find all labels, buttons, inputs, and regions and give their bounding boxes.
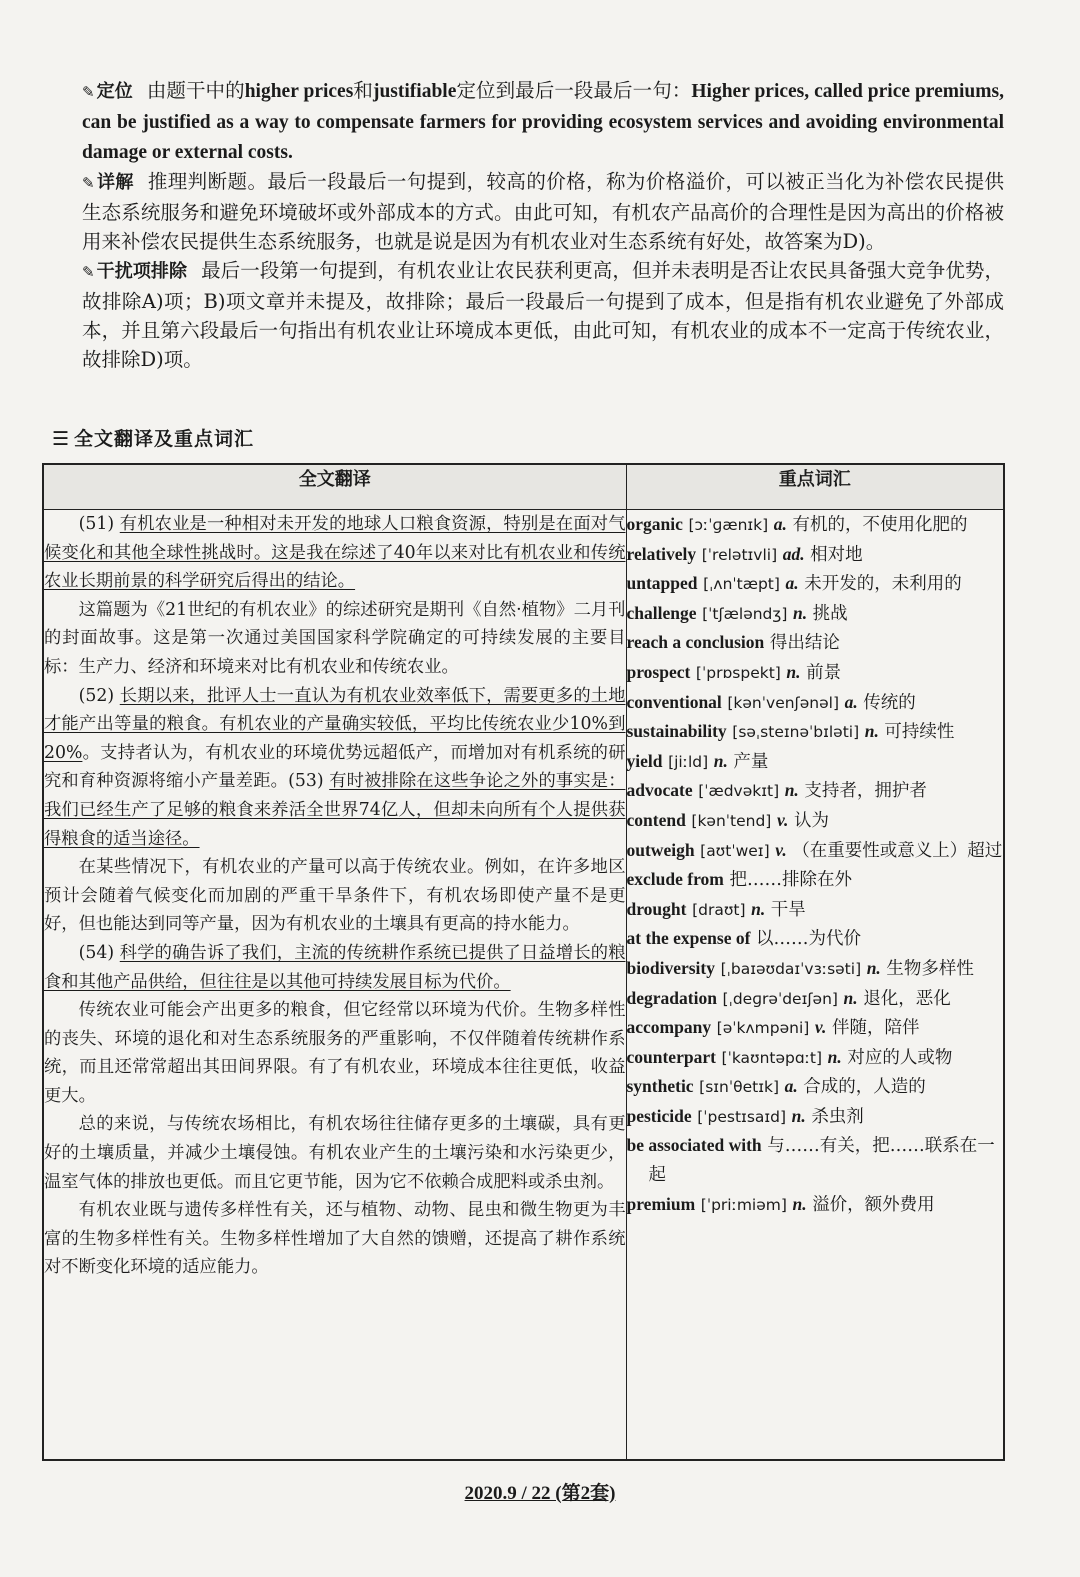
vocab-meaning: 未开发的，未利用的 [804, 574, 962, 595]
vocab-word: organic [626, 514, 683, 534]
vocab-entry [627, 658, 1004, 688]
pen-icon: ✎ [82, 174, 95, 192]
distractor-paragraph [82, 256, 1004, 374]
table-body-row [43, 510, 1004, 1461]
vocab-entry [627, 924, 1004, 954]
vocab-entry [627, 776, 1004, 806]
translation-paragraph-2: 这篇题为《21世纪的有机农业》的综述研究是期刊《自然·植物》二月刊的封面故事。这是第一次通过美国国家科学院确定的可持续发展的主要目标：生产力、经济和环境来对比有机农业和传统农业。 [44, 599, 626, 677]
vocab-pos: v. [814, 1017, 827, 1038]
vocab-meaning: 干旱 [770, 899, 806, 920]
locate-text-e: 定位到最后一段最后一句： [456, 79, 692, 102]
vocab-list [627, 510, 1004, 1219]
vocab-meaning: 杀虫剂 [811, 1106, 864, 1127]
vocab-entry [627, 717, 1004, 747]
vocab-entry [627, 540, 1004, 570]
vocab-word: biodiversity [626, 957, 715, 978]
vocab-entry [627, 895, 1004, 925]
vocab-word: prospect [626, 661, 691, 682]
vocab-word: premium [626, 1193, 696, 1214]
locate-text-c: 和 [353, 79, 373, 102]
vocab-meaning: 退化，恶化 [863, 988, 951, 1009]
vocab-meaning: 合成的，人造的 [803, 1077, 926, 1098]
vocab-meaning: 挑战 [812, 603, 848, 624]
vocab-meaning: 有机的，不使用化肥的 [792, 515, 968, 535]
vocab-pos: n. [866, 957, 881, 978]
vocab-word: synthetic [626, 1076, 694, 1097]
question-number: (54) [78, 942, 115, 963]
vocab-word: advocate [626, 780, 693, 801]
vocab-phonetic: [ˌdeɡrəˈdeɪʃən] [722, 989, 838, 1008]
detail-text: 推理判断题。最后一段最后一句提到，较高的价格，称为价格溢价，可以被正当化为补偿农民提供生态系统服务和避免环境破坏或外部成本的方式。由此可知，有机农产品高价的合理性是因为高出的价格被用来补偿农民提供生态系统服务，也就是说是因为有机农业对生态系统有好处，故答案为D)。 [82, 170, 1004, 253]
locate-tag [82, 81, 133, 102]
vocab-word: counterpart [626, 1046, 716, 1067]
translation-paragraph-7: 总的来说，与传统农场相比，有机农场往往储存更多的土壤碳，具有更好的土壤质量，并减少土壤侵蚀。有机农业产生的土壤污染和水污染更少，温室气体的排放也更低。而且它更节能，因为它不依赖合成肥料或杀虫剂。 [44, 1114, 626, 1192]
vocab-pos: n. [791, 1105, 806, 1126]
vocab-word: contend [626, 809, 686, 830]
vocab-phonetic: [ˈprɒspekt] [695, 663, 781, 682]
vocab-phonetic: [kənˈtend] [691, 811, 772, 830]
vocab-entry [627, 954, 1004, 984]
vocab-word: exclude from [626, 869, 724, 890]
vocab-pos: n. [751, 898, 766, 919]
vocab-entry [627, 865, 1004, 895]
vocab-meaning: 与……有关，把……联系在一起 [648, 1136, 995, 1186]
vocab-phonetic: [səˌsteɪnəˈbɪləti] [732, 723, 860, 742]
question-number: (53) [288, 771, 324, 792]
vocab-pos: n. [864, 721, 879, 742]
vocab-pos: v. [776, 809, 789, 830]
vocab-meaning: 支持者，拥护者 [804, 781, 927, 802]
vocab-word: pesticide [626, 1105, 692, 1126]
translation-column [43, 510, 626, 1461]
vocab-entry [627, 836, 1004, 866]
vocab-entry [627, 569, 1004, 599]
underlined-sentence: 长期以来，批评人士一直认为有机农业效率低下，需要更多的土地才能产出等量的粮食。有机农业的产量确实较低，平均比传统农业少10%到20% [44, 685, 626, 763]
vocab-word: be associated with [626, 1135, 762, 1156]
vocab-phonetic: [ɔːˈɡænɪk] [688, 516, 769, 534]
vocab-phonetic: [ˈtʃæləndʒ] [702, 604, 788, 623]
vocab-meaning: 把……排除在外 [729, 870, 852, 891]
vocab-meaning: 伴随，陪伴 [831, 1018, 920, 1039]
vocab-pos: a. [844, 691, 858, 712]
vocab-entry [627, 1072, 1004, 1102]
section-mark-icon: ☰ [52, 428, 71, 450]
table-header-row [43, 464, 1004, 510]
vocab-word: reach a conclusion [626, 632, 765, 653]
vocab-column [626, 510, 1004, 1461]
vocab-pos: a. [784, 1076, 798, 1097]
vocab-entry [627, 1131, 1004, 1189]
vocab-entry [627, 628, 1004, 658]
locate-label: 定位 [96, 81, 133, 102]
underlined-sentence: 有时被排除在这些争论之外的事实是：我们已经生产了足够的粮食来养活全世界74亿人，但却未向所有个人提供获得粮食的适当途径。 [44, 771, 626, 849]
vocab-meaning: 以……为代价 [756, 929, 862, 950]
vocab-pos: a. [773, 514, 787, 534]
locate-quote: Higher prices, called price premiums, can be justified as a way to compensate farmers for providing ecosystem services and avoiding environmental damage or external costs. [82, 81, 1004, 163]
question-number: (51) [78, 514, 115, 534]
vocab-pos: n. [792, 1193, 807, 1214]
vocab-word: relatively [626, 543, 697, 564]
underlined-sentence: 科学的确告诉了我们，主流的传统耕作系统已提供了日益增长的粮食和其他产品供给，但往往是以其他可持续发展目标为代价。 [44, 942, 626, 992]
distractor-text: 最后一段第一句提到，有机农业让农民获利更高，但并未表明是否让农民具备强大竞争优势，故排除A)项；B)项文章并未提及，故排除；最后一段最后一句提到了成本，但是指有机农业避免了外部成本，并且第六段最后一句指出有机农业让环境成本更低，由此可知，有机农业的成本不一定高于传统农业，故排除D)项。 [82, 259, 1004, 371]
vocab-pos: n. [827, 1046, 842, 1067]
page-number: 2020.9 / 22 (第2套) [464, 1483, 616, 1504]
vocab-word: challenge [626, 602, 697, 623]
translation-paragraph-8: 有机农业既与遗传多样性有关，还与植物、动物、昆虫和微生物更为丰富的生物多样性有关。生物多样性增加了大自然的馈赠，还提高了耕作系统对不断变化环境的适应能力。 [44, 1200, 626, 1278]
vocab-phonetic: [ˌbaɪəʊdaɪˈvɜːsəti] [720, 959, 862, 978]
vocab-phonetic: [draʊt] [692, 900, 746, 919]
underlined-sentence: 有机农业是一种相对未开发的地球人口粮食资源，特别是在面对气候变化和其他全球性挑战时。这是我在综述了40年以来对比有机农业和传统农业长期前景的科学研究后得出的结论。 [44, 514, 626, 592]
vocab-meaning: 可持续性 [884, 722, 955, 743]
translation-header: 全文翻译 [43, 464, 626, 510]
vocab-phonetic: [əˈkʌmpəni] [716, 1019, 810, 1038]
vocab-word: yield [626, 750, 663, 771]
translation-paragraph-5 [44, 939, 626, 996]
vocab-entry [627, 510, 1004, 540]
vocab-pos: n. [784, 780, 799, 801]
vocab-meaning: 对应的人或物 [847, 1047, 953, 1068]
locate-text-d: justifiable [372, 81, 457, 102]
question-number: (52) [78, 685, 115, 706]
detail-paragraph [82, 167, 1004, 256]
vocab-meaning: （在重要性或意义上）超过 [792, 840, 1003, 861]
vocab-header: 重点词汇 [626, 464, 1004, 510]
pen-icon: ✎ [82, 263, 95, 281]
vocab-word: conventional [626, 691, 722, 712]
vocab-pos: n. [792, 602, 808, 623]
translation-paragraph-3 [44, 682, 626, 854]
vocab-pos: ad. [782, 543, 805, 564]
translation-text: 。支持者认为，有机农业的环境优势远超低产，而增加对有机系统的研究和育种资源将缩小产量差距。 [44, 742, 626, 792]
vocab-phonetic: [ˈpestɪsaɪd] [697, 1107, 787, 1126]
vocab-entry [627, 1013, 1004, 1043]
vocab-meaning: 前景 [806, 662, 842, 683]
vocab-phonetic: [sɪnˈθetɪk] [699, 1078, 780, 1097]
translation-table [42, 463, 1005, 1461]
vocab-word: degradation [626, 987, 717, 1008]
vocab-entry [627, 688, 1004, 718]
vocab-entry [627, 806, 1004, 836]
vocab-meaning: 认为 [794, 810, 830, 831]
distractor-tag [82, 261, 187, 282]
locate-text-b: higher prices [244, 81, 354, 102]
translation-paragraph-1 [44, 510, 626, 596]
locate-text-a: 由题干中的 [146, 79, 245, 102]
vocab-phonetic: [ˌʌnˈtæpt] [703, 575, 780, 594]
vocab-pos: v. [775, 839, 787, 860]
section-title [52, 424, 254, 451]
vocab-entry [627, 1102, 1004, 1132]
vocab-word: sustainability [626, 721, 727, 742]
vocab-pos: n. [843, 987, 858, 1008]
vocab-word: accompany [626, 1017, 712, 1038]
vocab-meaning: 相对地 [810, 544, 863, 565]
vocab-pos: a. [785, 573, 799, 594]
vocab-word: outweigh [626, 839, 695, 860]
pen-icon: ✎ [82, 83, 95, 101]
distractor-label: 干扰项排除 [96, 261, 188, 282]
vocab-meaning: 溢价，额外费用 [812, 1194, 935, 1215]
vocab-phonetic: [ˈrelətɪvli] [701, 545, 778, 564]
translation-paragraph-6: 传统农业可能会产出更多的粮食，但它经常以环境为代价。生物多样性的丧失、环境的退化和对生态系统服务的严重影响，不仅伴随着传统耕作系统，而且还常常超出其田间界限。有了有机农业，环境成本往往更低，收益更大。 [44, 1000, 626, 1106]
page-footer [0, 1478, 1080, 1505]
vocab-phonetic: [kənˈvenʃənəl] [727, 693, 840, 712]
vocab-entry [627, 599, 1004, 629]
vocab-meaning: 产量 [733, 751, 769, 772]
vocab-phonetic: [ˈpriːmiəm] [700, 1195, 787, 1214]
vocab-phonetic: [ˈkaʊntəpɑːt] [721, 1048, 823, 1067]
vocab-word: untapped [626, 573, 698, 594]
vocab-pos: n. [713, 750, 728, 771]
vocab-word: drought [626, 898, 687, 919]
vocab-meaning: 生物多样性 [886, 958, 974, 979]
vocab-entry [627, 984, 1004, 1014]
vocab-entry [627, 1043, 1004, 1073]
vocab-phonetic: [aʊtˈweɪ] [700, 841, 770, 860]
explanation-block [82, 76, 1004, 374]
vocab-word: at the expense of [626, 928, 751, 949]
vocab-phonetic: [ˈædvəkɪt] [698, 782, 780, 801]
vocab-meaning: 传统的 [863, 692, 916, 713]
detail-tag [82, 172, 134, 193]
vocab-entry [627, 1190, 1004, 1220]
locate-paragraph [82, 76, 1004, 167]
vocab-entry [627, 747, 1004, 777]
section-title-text: 全文翻译及重点词汇 [74, 428, 255, 450]
detail-label: 详解 [96, 172, 134, 193]
vocab-pos: n. [786, 661, 801, 682]
vocab-phonetic: [jiːld] [668, 752, 709, 771]
translation-paragraph-4: 在某些情况下，有机农业的产量可以高于传统农业。例如，在许多地区预计会随着气候变化而加剧的严重干旱条件下，有机农场即使产量不是更好，但也能达到同等产量，因为有机农业的土壤具有更高的持水能力。 [44, 857, 626, 935]
vocab-meaning: 得出结论 [769, 633, 840, 654]
